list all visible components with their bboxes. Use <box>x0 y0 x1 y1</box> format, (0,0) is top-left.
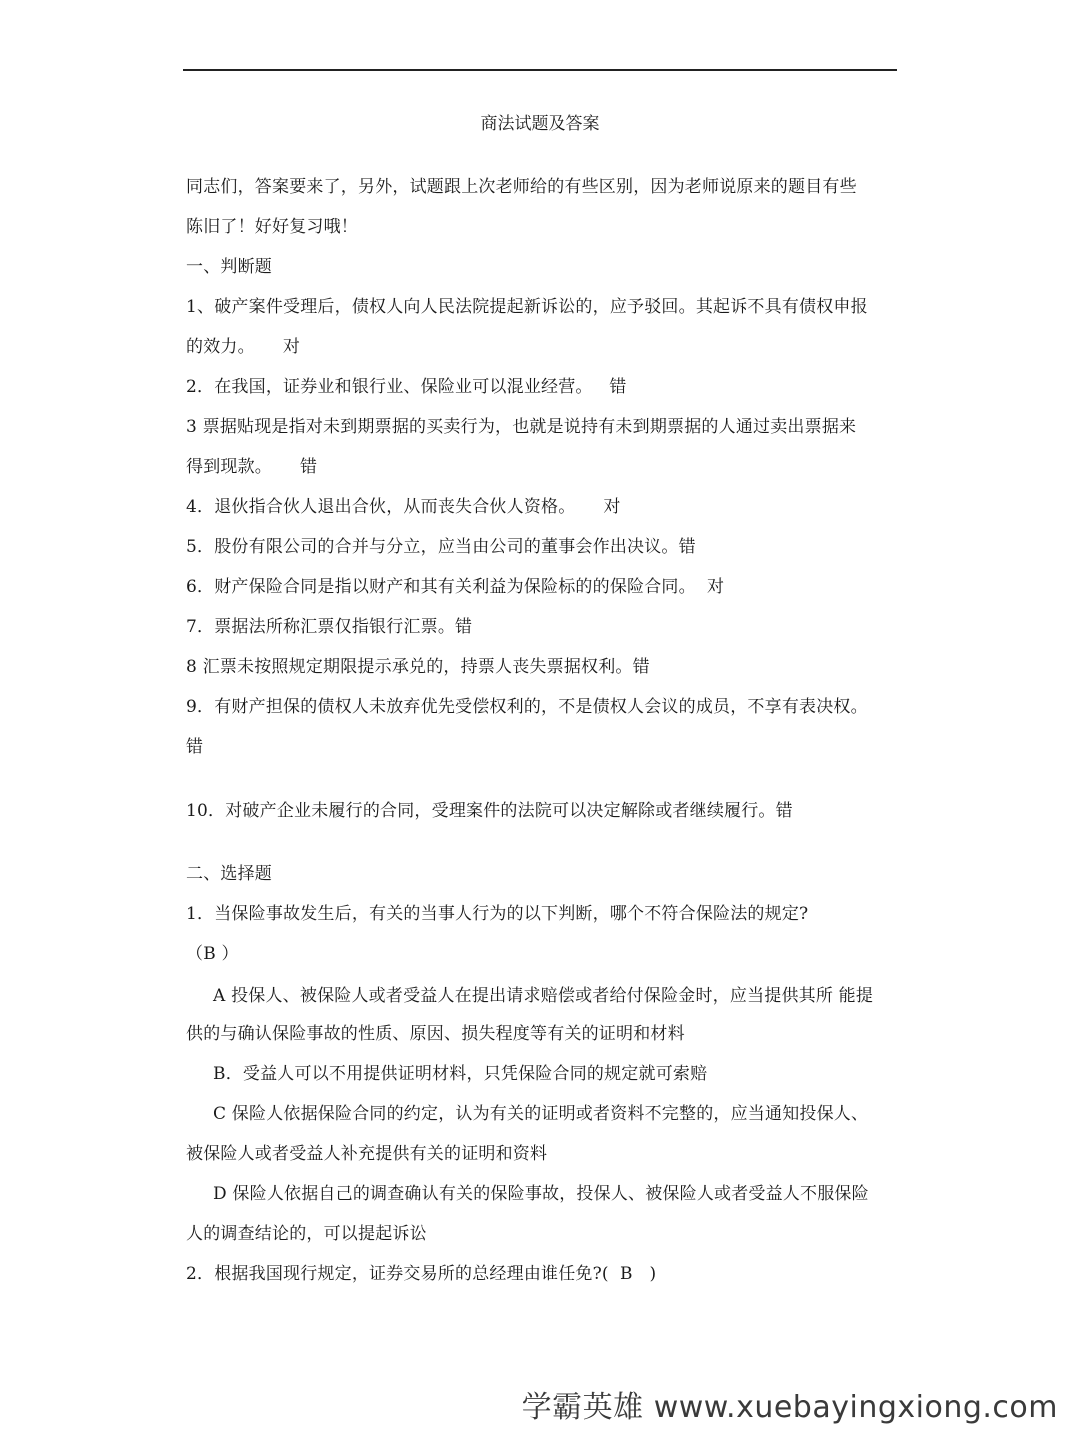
question-line: 3 票据贴现是指对未到期票据的买卖行为，也就是说持有未到期票据的人通过卖出票据来 <box>186 417 857 437</box>
intro-line: 同志们，答案要来了，另外，试题跟上次老师给的有些区别，因为老师说原来的题目有些 <box>186 177 857 197</box>
question-line: 2．在我国，证券业和银行业、保险业可以混业经营。 错 <box>186 377 627 397</box>
intro-line: 陈旧了！好好复习哦！ <box>186 217 358 237</box>
question-line: 7．票据法所称汇票仅指银行汇票。错 <box>186 617 473 637</box>
header-rule <box>183 69 897 71</box>
question-line: 4．退伙指合伙人退出合伙，从而丧失合伙人资格。 对 <box>186 497 621 517</box>
option-line: 被保险人或者受益人补充提供有关的证明和资料 <box>186 1144 548 1164</box>
question-line: 1．当保险事故发生后，有关的当事人行为的以下判断，哪个不符合保险法的规定? <box>186 904 809 924</box>
option-line: 供的与确认保险事故的性质、原因、损失程度等有关的证明和材料 <box>186 1024 685 1044</box>
question-line: 得到现款。 错 <box>186 457 318 477</box>
option-line: D 保险人依据自己的调查确认有关的保险事故，投保人、被保险人或者受益人不服保险 <box>213 1184 869 1204</box>
question-line: 2．根据我国现行规定，证券交易所的总经理由谁任免?( B ) <box>186 1264 657 1284</box>
option-line: B．受益人可以不用提供证明材料，只凭保险合同的规定就可索赔 <box>213 1064 708 1084</box>
section-heading: 二、选择题 <box>186 864 272 884</box>
question-line: （B ） <box>186 944 239 964</box>
question-line: 6．财产保险合同是指以财产和其有关利益为保险标的的保险合同。 对 <box>186 577 725 597</box>
question-line: 10．对破产企业未履行的合同，受理案件的法院可以决定解除或者继续履行。错 <box>186 801 793 821</box>
site-watermark: 学霸英雄 www.xuebayingxiong.com <box>521 1390 1058 1425</box>
question-line: 1、破产案件受理后，债权人向人民法院提起新诉讼的，应予驳回。其起诉不具有债权申报 <box>186 297 868 317</box>
option-line: C 保险人依据保险合同的约定，认为有关的证明或者资料不完整的，应当通知投保人、 <box>213 1104 869 1124</box>
option-line: 人的调查结论的，可以提起诉讼 <box>186 1224 427 1244</box>
question-line: 5．股份有限公司的合并与分立，应当由公司的董事会作出决议。错 <box>186 537 696 557</box>
page-title: 商法试题及答案 <box>480 114 600 134</box>
section-heading: 一、判断题 <box>186 257 272 277</box>
question-line: 的效力。 对 <box>186 337 301 357</box>
question-line: 8 汇票未按照规定期限提示承兑的，持票人丧失票据权利。错 <box>186 657 650 677</box>
question-line: 错 <box>186 737 204 757</box>
option-line: A 投保人、被保险人或者受益人在提出请求赔偿或者给付保险金时，应当提供其所 能提 <box>213 986 874 1006</box>
question-line: 9．有财产担保的债权人未放弃优先受偿权利的，不是债权人会议的成员，不享有表决权。 <box>186 697 868 717</box>
